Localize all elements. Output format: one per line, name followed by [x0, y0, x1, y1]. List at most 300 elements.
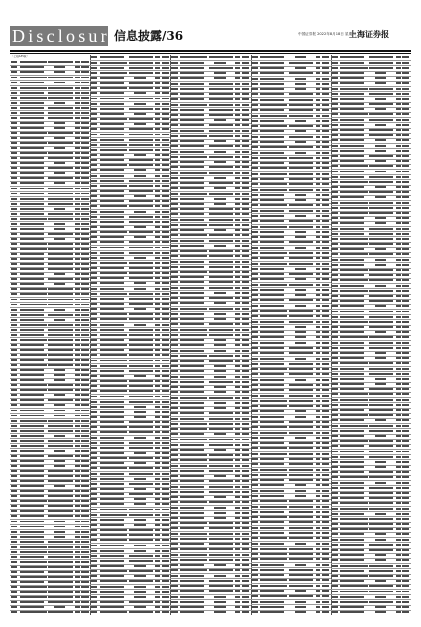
table-cell: [20, 112, 44, 114]
table-cell: [91, 483, 97, 485]
table-cell: [316, 88, 321, 90]
table-cell: [180, 281, 204, 283]
table-cell: [91, 514, 97, 516]
table-cell: [171, 234, 177, 236]
table-cell: [81, 505, 88, 507]
table-cell: [91, 195, 97, 197]
table-cell: [100, 329, 124, 331]
table-cell: [322, 495, 329, 497]
table-cell: [235, 611, 240, 613]
table-cell: [396, 466, 401, 468]
table-cell: [48, 304, 72, 306]
table-cell: [171, 271, 177, 273]
table-cell: [48, 420, 72, 422]
table-cell: [100, 267, 124, 269]
table-cell: [100, 56, 124, 58]
table-cell: [295, 247, 306, 249]
table-cell: [11, 470, 17, 472]
table-cell: [48, 505, 72, 507]
table-cell: [75, 571, 80, 573]
table-cell: [214, 370, 225, 372]
table-cell: [20, 188, 44, 190]
table-cell: [402, 549, 409, 551]
table-cell: [134, 545, 145, 547]
table-cell: [322, 548, 329, 550]
table-cell: [75, 283, 80, 285]
table-cell: [251, 125, 257, 127]
table-cell: [260, 537, 287, 539]
table-cell: [316, 146, 321, 148]
table-cell: [251, 189, 257, 191]
table-cell: [180, 261, 204, 263]
table-cell: [75, 132, 80, 134]
table-cell: [91, 164, 97, 166]
table-cell: [260, 437, 284, 439]
table-cell: [396, 611, 401, 613]
table-cell: [100, 539, 127, 541]
table-cell: [402, 440, 409, 442]
table-cell: [369, 523, 393, 525]
table-cell: [375, 160, 386, 162]
table-cell: [260, 611, 284, 613]
table-cell: [295, 601, 306, 603]
table-cell: [75, 102, 80, 104]
table-cell: [251, 569, 257, 571]
table-cell: [242, 564, 249, 566]
table-cell: [100, 252, 124, 254]
table-cell: [396, 414, 401, 416]
table-cell: [75, 213, 80, 215]
table-cell: [129, 205, 153, 207]
table-cell: [100, 431, 127, 433]
table-cell: [332, 497, 338, 499]
table-cell: [316, 347, 321, 349]
table-cell: [75, 243, 80, 245]
table-cell: [155, 169, 160, 171]
table-cell: [340, 155, 364, 157]
table-cell: [340, 316, 364, 318]
table-cell: [316, 336, 321, 338]
table-cell: [209, 522, 233, 524]
table-cell: [11, 344, 17, 346]
table-cell: [235, 491, 240, 493]
table-cell: [155, 493, 160, 495]
table-cell: [369, 113, 393, 115]
table-cell: [91, 190, 97, 192]
table-cell: [316, 469, 321, 471]
table-cell: [91, 128, 97, 130]
table-cell: [402, 502, 409, 504]
table-cell: [155, 226, 160, 228]
table-cell: [340, 430, 364, 432]
table-cell: [396, 181, 401, 183]
table-cell: [402, 591, 409, 593]
table-cell: [155, 262, 160, 264]
table-cell: [171, 344, 177, 346]
table-cell: [81, 566, 88, 568]
table-cell: [214, 606, 225, 608]
table-cell: [214, 140, 225, 142]
table-cell: [155, 221, 160, 223]
table-cell: [209, 266, 233, 268]
table-cell: [402, 62, 409, 64]
table-cell: [242, 475, 249, 477]
table-cell: [209, 124, 233, 126]
table-cell: [171, 281, 177, 283]
table-cell: [235, 161, 240, 163]
table-cell: [180, 580, 204, 582]
table-cell: [155, 452, 160, 454]
table-cell: [260, 136, 284, 138]
table-cell: [134, 123, 145, 125]
table-cell: [180, 491, 204, 493]
table-cell: [402, 575, 409, 577]
table-cell: [369, 207, 393, 209]
table-cell: [332, 549, 338, 551]
table-cell: [81, 546, 88, 548]
table-cell: [100, 406, 124, 408]
table-cell: [91, 103, 97, 105]
table-cell: [322, 395, 329, 397]
table-cell: [402, 238, 409, 240]
table-cell: [81, 521, 88, 523]
table-cell: [129, 442, 153, 444]
table-cell: [322, 93, 329, 95]
table-cell: [20, 505, 44, 507]
table-cell: [369, 295, 393, 297]
table-cell: [171, 418, 177, 420]
table-cell: [251, 469, 257, 471]
table-cell: [91, 360, 97, 362]
table-cell: [209, 287, 233, 289]
table-cell: [81, 309, 88, 311]
table-cell: [171, 187, 177, 189]
table-cell: [396, 56, 401, 58]
table-cell: [396, 476, 401, 478]
table-cell: [260, 368, 287, 370]
table-cell: [162, 277, 169, 279]
table-cell: [251, 500, 257, 502]
table-cell: [162, 154, 169, 156]
table-cell: [11, 324, 17, 326]
table-cell: [75, 581, 80, 583]
table-cell: [242, 135, 249, 137]
table-cell: [251, 236, 257, 238]
table-cell: [316, 511, 321, 513]
table-cell: [316, 321, 321, 323]
table-column: [10, 55, 91, 615]
table-cell: [100, 503, 124, 505]
table-cell: [332, 404, 338, 406]
table-cell: [332, 129, 338, 131]
table-cell: [162, 169, 169, 171]
table-cell: [332, 217, 338, 219]
table-cell: [316, 569, 321, 571]
table-cell: [332, 181, 338, 183]
table-cell: [316, 506, 321, 508]
table-cell: [396, 487, 401, 489]
table-cell: [81, 112, 88, 114]
table-cell: [316, 590, 321, 592]
table-cell: [340, 274, 364, 276]
table-cell: [316, 215, 321, 217]
table-cell: [180, 98, 204, 100]
table-cell: [396, 368, 401, 370]
table-cell: [75, 208, 80, 210]
table-cell: [251, 537, 257, 539]
table-cell: [11, 425, 17, 427]
table-cell: [11, 112, 17, 114]
table-cell: [369, 300, 393, 302]
table-cell: [20, 521, 44, 523]
table-cell: [340, 238, 367, 240]
table-cell: [242, 444, 249, 446]
table-cell: [81, 581, 88, 583]
table-cell: [20, 576, 47, 578]
table-cell: [180, 517, 204, 519]
table-cell: [171, 355, 177, 357]
table-cell: [402, 160, 409, 162]
table-cell: [295, 543, 306, 545]
table-cell: [295, 495, 306, 497]
table-cell: [260, 495, 284, 497]
table-cell: [75, 480, 80, 482]
table-cell: [242, 344, 249, 346]
table-cell: [251, 310, 257, 312]
table-cell: [295, 231, 306, 233]
table-cell: [235, 156, 240, 158]
table-cell: [48, 571, 72, 573]
table-cell: [260, 469, 287, 471]
table-cell: [100, 478, 124, 480]
table-cell: [81, 61, 88, 63]
table-cell: [100, 396, 124, 398]
table-cell: [48, 213, 72, 215]
table-cell: [129, 247, 153, 249]
table-cell: [20, 314, 44, 316]
table-cell: [48, 253, 72, 255]
table-cell: [251, 284, 257, 286]
table-cell: [396, 352, 401, 354]
table-cell: [11, 475, 17, 477]
table-cell: [332, 321, 338, 323]
table-cell: [260, 56, 284, 58]
table-cell: [402, 248, 409, 250]
table-cell: [260, 379, 284, 381]
table-cell: [155, 565, 160, 567]
table-cell: [322, 543, 329, 545]
table-cell: [75, 465, 80, 467]
table-cell: [375, 533, 386, 535]
table-cell: [81, 576, 88, 578]
table-cell: [129, 560, 153, 562]
table-cell: [11, 253, 17, 255]
table-cell: [134, 498, 145, 500]
table-cell: [209, 548, 233, 550]
table-cell: [396, 471, 401, 473]
table-cell: [162, 437, 169, 439]
table-cell: [162, 365, 169, 367]
table-cell: [375, 554, 386, 556]
table-cell: [340, 565, 367, 567]
table-cell: [209, 281, 233, 283]
table-cell: [332, 285, 338, 287]
table-cell: [162, 550, 169, 552]
table-cell: [54, 435, 65, 437]
table-cell: [54, 147, 65, 149]
table-cell: [180, 522, 207, 524]
table-cell: [396, 513, 401, 515]
table-cell: [209, 166, 233, 168]
table-cell: [81, 349, 88, 351]
table-cell: [91, 272, 97, 274]
table-cell: [75, 223, 80, 225]
table-cell: [75, 566, 80, 568]
table-cell: [340, 513, 364, 515]
table-cell: [129, 473, 153, 475]
table-cell: [75, 606, 80, 608]
table-cell: [11, 258, 17, 260]
table-cell: [251, 62, 257, 64]
table-cell: [100, 134, 124, 136]
table-cell: [242, 433, 249, 435]
table-cell: [242, 517, 249, 519]
table-cell: [260, 527, 284, 529]
table-cell: [396, 160, 401, 162]
table-cell: [54, 283, 65, 285]
table-cell: [155, 380, 160, 382]
table-cell: [396, 591, 401, 593]
table-cell: [242, 486, 249, 488]
table-cell: [171, 83, 177, 85]
table-cell: [20, 445, 44, 447]
table-cell: [162, 267, 169, 269]
table-cell: [91, 216, 97, 218]
table-cell: [54, 223, 65, 225]
issue-date: 中国证券报 2022年8月18日 星期四: [298, 32, 356, 36]
table-cell: [332, 487, 338, 489]
table-cell: [332, 596, 338, 598]
table-cell: [369, 508, 393, 510]
table-cell: [155, 354, 160, 356]
table-cell: [375, 539, 386, 541]
table-cell: [100, 370, 124, 372]
table-cell: [316, 199, 321, 201]
table-cell: [180, 240, 204, 242]
table-cell: [295, 326, 306, 328]
table-cell: [81, 551, 88, 553]
table-cell: [369, 440, 393, 442]
table-cell: [340, 591, 367, 593]
table-cell: [171, 412, 177, 414]
table-cell: [155, 442, 160, 444]
table-cell: [402, 145, 409, 147]
table-cell: [402, 596, 409, 598]
table-cell: [332, 554, 338, 556]
table-cell: [235, 428, 240, 430]
table-cell: [100, 108, 124, 110]
table-cell: [260, 125, 287, 127]
table-cell: [396, 554, 401, 556]
table-cell: [332, 352, 338, 354]
table-cell: [340, 471, 364, 473]
table-cell: [402, 233, 409, 235]
table-cell: [316, 194, 321, 196]
table-cell: [20, 193, 44, 195]
table-cell: [180, 554, 207, 556]
table-cell: [396, 347, 401, 349]
table-cell: [340, 399, 367, 401]
table-cell: [235, 182, 240, 184]
table-cell: [402, 129, 409, 131]
table-cell: [75, 304, 80, 306]
table-cell: [155, 411, 160, 413]
table-cell: [48, 399, 72, 401]
table-cell: [75, 591, 80, 593]
table-cell: [11, 349, 17, 351]
table-cell: [91, 298, 97, 300]
table-cell: [162, 231, 169, 233]
table-cell: [171, 292, 177, 294]
table-cell: [289, 162, 313, 164]
table-cell: [340, 228, 364, 230]
table-cell: [180, 355, 207, 357]
table-cell: [100, 365, 127, 367]
table-cell: [100, 380, 127, 382]
table-cell: [316, 241, 321, 243]
table-cell: [369, 290, 393, 292]
table-cell: [251, 252, 257, 254]
table-cell: [91, 118, 97, 120]
table-cell: [235, 543, 240, 545]
table-cell: [91, 349, 97, 351]
table-cell: [155, 303, 160, 305]
table-cell: [81, 374, 88, 376]
table-cell: [48, 132, 72, 134]
table-cell: [81, 379, 88, 381]
table-cell: [155, 457, 160, 459]
table-cell: [369, 476, 393, 478]
table-cell: [81, 364, 88, 366]
table-cell: [155, 570, 160, 572]
table-cell: [129, 108, 153, 110]
table-cell: [369, 549, 393, 551]
table-cell: [162, 462, 169, 464]
table-cell: [162, 159, 169, 161]
table-cell: [75, 233, 80, 235]
table-cell: [75, 475, 80, 477]
table-cell: [209, 454, 233, 456]
table-cell: [48, 551, 72, 553]
table-cell: [11, 571, 17, 573]
table-cell: [81, 480, 88, 482]
table-cell: [235, 601, 240, 603]
table-cell: [260, 606, 284, 608]
table-cell: [289, 310, 313, 312]
table-cell: [155, 82, 160, 84]
table-cell: [369, 451, 393, 453]
table-cell: [155, 318, 160, 320]
table-cell: [81, 485, 88, 487]
table-cell: [316, 389, 321, 391]
table-cell: [155, 149, 160, 151]
table-cell: [11, 566, 17, 568]
table-cell: [162, 493, 169, 495]
table-cell: [91, 545, 97, 547]
table-cell: [134, 565, 145, 567]
table-cell: [289, 511, 313, 513]
table-cell: [180, 486, 204, 488]
